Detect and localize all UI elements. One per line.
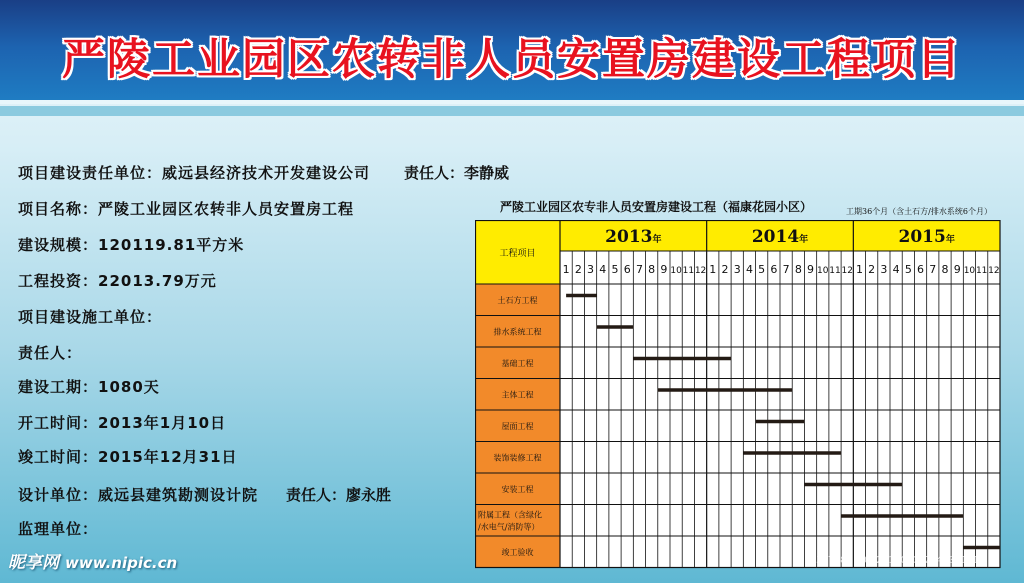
info-label: 责任人： [18, 344, 83, 362]
info-extra-value: 李静威 [464, 164, 510, 182]
gantt-month-label: 8 [648, 263, 656, 276]
info-label: 开工时间： [18, 414, 99, 432]
gantt-month-label: 3 [587, 263, 595, 276]
gantt-month-label: 3 [880, 263, 888, 276]
gantt-month-label: 11 [682, 266, 695, 276]
header-divider-shadow [0, 106, 1024, 116]
info-extra-value: 廖永胜 [346, 486, 392, 504]
page-title: 严陵工业园区农转非人员安置房建设工程项目 [62, 35, 962, 85]
footer-logo-text: 昵享网 [8, 553, 59, 573]
gantt-month-label: 5 [758, 263, 766, 276]
gantt-month-label: 9 [953, 263, 961, 276]
gantt-month-label: 11 [829, 266, 841, 276]
info-row [18, 198, 354, 219]
gantt-year-suffix: 年 [945, 235, 955, 245]
gantt-month-label: 3 [733, 263, 741, 276]
gantt-note: 工期36个月（含土石方/排水系统6个月） [846, 207, 992, 216]
gantt-task-label: 主体工程 [501, 390, 534, 400]
gantt-month-label: 1 [709, 263, 717, 276]
info-row [18, 518, 98, 539]
footer-site: www.nipic.cn [65, 554, 178, 572]
gantt-task-bar [633, 357, 731, 361]
info-row [18, 484, 391, 505]
gantt-year-label: 2014年 [751, 227, 809, 247]
gantt-month-label: 2 [574, 263, 582, 276]
gantt-year-label: 2013年 [605, 227, 662, 247]
info-label: 项目建设施工单位： [18, 308, 163, 326]
info-label: 设计单位： [18, 486, 99, 504]
gantt-month-label: 7 [929, 263, 937, 276]
gantt-month-label: 8 [941, 263, 949, 276]
gantt-task-label: 装饰装修工程 [493, 453, 542, 463]
gantt-month-label: 4 [599, 263, 607, 276]
info-value: 威远县建筑勘测设计院 [98, 486, 259, 504]
info-label: 竣工时间： [18, 448, 99, 466]
info-value: 2015年12月31日 [98, 448, 238, 466]
gantt-task-bar [804, 483, 902, 487]
gantt-month-label: 12 [841, 266, 853, 276]
gantt-month-label: 1 [562, 263, 570, 276]
info-row [18, 270, 217, 291]
gantt-month-label: 2 [868, 263, 876, 276]
gantt-task-label: 土石方工程 [497, 295, 538, 305]
gantt-month-label: 4 [892, 263, 900, 276]
gantt-month-label: 2 [721, 263, 729, 276]
info-row [18, 376, 160, 397]
gantt-month-label: 12 [988, 266, 1000, 276]
gantt-month-label: 8 [794, 263, 802, 276]
gantt-corner-label: 工程项目 [499, 249, 536, 259]
info-row [18, 162, 509, 183]
info-value: 1080天 [98, 378, 160, 396]
gantt-month-label: 9 [660, 263, 668, 276]
info-value: 2013年1月10日 [98, 414, 227, 432]
info-label: 项目建设责任单位： [18, 164, 163, 182]
gantt-month-label: 11 [975, 266, 988, 276]
gantt-task-bar [566, 294, 597, 298]
gantt-month-label: 7 [782, 263, 790, 276]
info-label: 建设工期： [18, 378, 99, 396]
info-row [18, 234, 244, 255]
gantt-month-label: 7 [635, 263, 643, 276]
gantt-year-suffix: 年 [652, 235, 662, 245]
gantt-month-label: 6 [917, 263, 925, 276]
gantt-task-bar [597, 325, 634, 329]
info-extra-label: 责任人： [404, 164, 465, 182]
gantt-task-bar [963, 546, 1000, 550]
gantt-month-label: 10 [670, 266, 682, 276]
gantt-task-label: 附属工程（含绿化 [478, 510, 542, 520]
info-label: 监理单位： [18, 520, 99, 538]
gantt-month-label: 6 [623, 263, 631, 276]
info-value: 22013.79万元 [98, 272, 217, 290]
gantt-month-label: 10 [963, 266, 976, 276]
header-divider [0, 100, 1024, 104]
gantt-task-label: 屋面工程 [501, 421, 534, 431]
info-label: 建设规模： [18, 236, 99, 254]
gantt-month-label: 6 [770, 263, 778, 276]
gantt-task-label: 安装工程 [501, 484, 534, 494]
info-row [18, 446, 238, 467]
gantt-month-label: 12 [694, 266, 707, 276]
gantt-month-label: 9 [807, 263, 815, 276]
watermark: ID:8377684 NO:20140106214007151 [792, 555, 979, 566]
info-row [18, 342, 82, 363]
info-value: 威远县经济技术开发建设公司 [162, 164, 371, 182]
gantt-task-label: 排水系统工程 [493, 327, 542, 337]
gantt-task-bar [658, 388, 792, 392]
gantt-task-bar [743, 451, 841, 455]
footer-logo [8, 548, 177, 573]
gantt-year-label: 2015年 [898, 227, 955, 247]
gantt-month-label: 5 [904, 263, 912, 276]
gantt-task-bar [756, 420, 805, 424]
info-extra-label: 责任人： [286, 486, 347, 504]
gantt-task-label: /水电气/消防等） [478, 522, 540, 532]
info-row [18, 306, 162, 327]
gantt-month-label: 4 [745, 263, 753, 276]
gantt-month-label: 10 [817, 266, 829, 276]
info-row [18, 412, 226, 433]
info-value: 严陵工业园区农转非人员安置房工程 [98, 200, 355, 218]
gantt-task-bar [841, 514, 963, 518]
gantt-task-label: 基础工程 [501, 358, 534, 368]
gantt-title: 严陵工业园区农专非人员安置房建设工程（福康花园小区） [500, 200, 813, 214]
gantt-month-label: 1 [855, 263, 863, 276]
gantt-year-suffix: 年 [799, 235, 809, 245]
gantt-chart [475, 220, 1003, 570]
info-label: 项目名称： [18, 200, 99, 218]
gantt-month-label: 5 [611, 263, 619, 276]
info-value: 120119.81平方米 [98, 236, 245, 254]
gantt-task-label: 竣工验收 [501, 547, 534, 557]
info-label: 工程投资： [18, 272, 99, 290]
